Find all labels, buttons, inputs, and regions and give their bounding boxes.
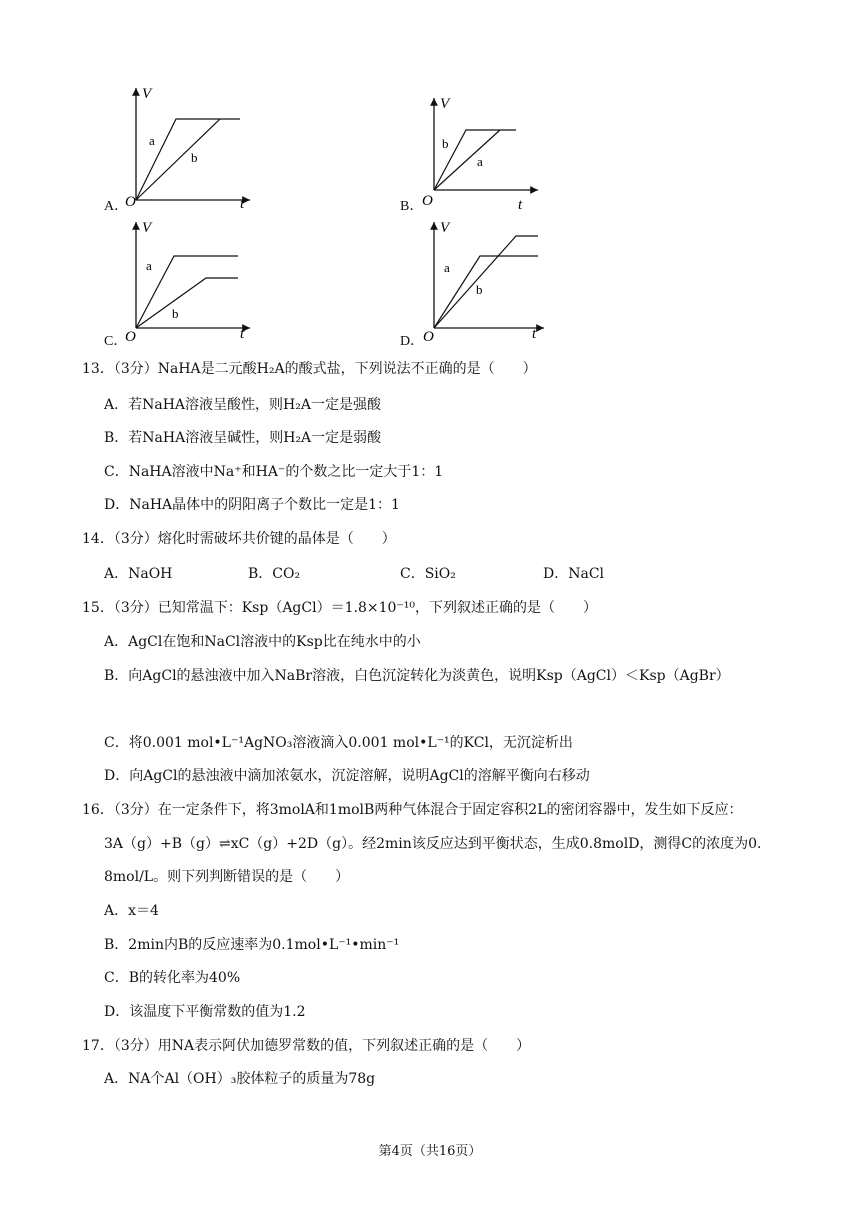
origin-label: O (423, 329, 434, 345)
page-footer: 第4页（共16页） (378, 1144, 482, 1159)
axis-label-y: V (142, 220, 152, 236)
line-lower (434, 236, 538, 328)
line-label-lower: a (477, 154, 483, 169)
graph-c (122, 216, 262, 346)
question-15-option-c: C．将0.001 mol•L⁻¹AgNO₃溶液滴入0.001 mol•L⁻¹的KCl，无沉淀析出 (104, 735, 573, 751)
axis-label-x: t (518, 197, 523, 213)
line-label-lower: b (172, 306, 179, 321)
graph-option-letter: A． (104, 199, 129, 214)
question-15-option-d: D．向AgCl的悬浊液中滴加浓氨水，沉淀溶解，说明AgCl的溶解平衡向右移动 (104, 768, 590, 784)
origin-label: O (422, 193, 433, 209)
question-15-option-a: A．AgCl在饱和NaCl溶液中的Ksp比在纯水中的小 (104, 634, 421, 650)
question-14-option-d: D．NaCl (543, 566, 605, 582)
question-14-stem: 14．（3分）熔化时需破坏共价键的晶体是（ ） (82, 531, 396, 547)
line-lower (136, 278, 238, 328)
line-label-upper: a (444, 260, 450, 275)
question-16-option-a: A．x＝4 (104, 903, 159, 919)
question-13-option-b: B．若NaHA溶液呈碱性，则H₂A一定是弱酸 (104, 430, 382, 446)
origin-label: O (125, 329, 136, 345)
graph-d (420, 216, 560, 346)
axis-label-x: t (240, 326, 245, 342)
graph-option-letter: D． (400, 334, 425, 349)
graph-a (122, 82, 262, 212)
axis-label-y: V (440, 96, 450, 112)
graph-option-letter: C． (104, 334, 128, 349)
origin-label: O (125, 194, 136, 210)
question-13-stem: 13．（3分）NaHA是二元酸H₂A的酸式盐，下列说法不正确的是（ ） (82, 361, 537, 377)
question-16-stem-line-3: 8mol/L。则下列判断错误的是（ ） (104, 869, 350, 885)
line-label-upper: b (442, 136, 449, 151)
question-14-option-a: A．NaOH (104, 566, 173, 582)
question-16-option-d: D．该温度下平衡常数的值为1.2 (104, 1004, 306, 1020)
axis-label-y: V (440, 220, 450, 236)
question-16-option-c: C．B的转化率为40% (104, 970, 241, 986)
question-17-stem: 17．（3分）用NA表示阿伏加德罗常数的值，下列叙述正确的是（ ） (82, 1038, 531, 1054)
line-label-upper: a (146, 258, 152, 273)
question-13-option-a: A．若NaHA溶液呈酸性，则H₂A一定是强酸 (104, 397, 381, 413)
question-14-option-c: C．SiO₂ (400, 566, 456, 582)
question-13-option-c: C．NaHA溶液中Na⁺和HA⁻的个数之比一定大于1：1 (104, 464, 444, 480)
graph-option-letter: B． (400, 199, 424, 214)
axis-label-x: t (532, 326, 537, 342)
graph-b (420, 92, 560, 212)
line-upper (136, 119, 240, 200)
line-label-lower: b (476, 282, 483, 297)
question-15-option-b: B．向AgCl的悬浊液中加入NaBr溶液，白色沉淀转化为淡黄色，说明Ksp（AgCl）＜Ksp（AgBr） (104, 668, 730, 684)
question-17-option-a: A．NA个Al（OH）₃胶体粒子的质量为78g (104, 1071, 376, 1087)
question-16-stem-line-1: 16．（3分）在一定条件下，将3molA和1molB两种气体混合于固定容积2L的密闭容器中，发生如下反应： (82, 802, 743, 818)
line-label-upper: a (149, 133, 155, 148)
question-14-option-b: B．CO₂ (248, 566, 301, 582)
axis-label-y: V (142, 86, 152, 102)
axis-label-x: t (240, 196, 245, 212)
line-label-lower: b (191, 150, 198, 165)
question-16-stem-line-2: 3A（g）+B（g）⇌xC（g）+2D（g）。经2min该反应达到平衡状态，生成0.8molD，测得C的浓度为0. (104, 836, 762, 852)
line-lower (136, 119, 220, 200)
question-15-stem: 15．（3分）已知常温下：Ksp（AgCl）＝1.8×10⁻¹⁰，下列叙述正确的是（ ） (82, 600, 598, 616)
question-16-option-b: B．2min内B的反应速率为0.1mol•L⁻¹•min⁻¹ (104, 937, 400, 953)
question-13-option-d: D．NaHA晶体中的阴阳离子个数比一定是1：1 (104, 497, 400, 513)
